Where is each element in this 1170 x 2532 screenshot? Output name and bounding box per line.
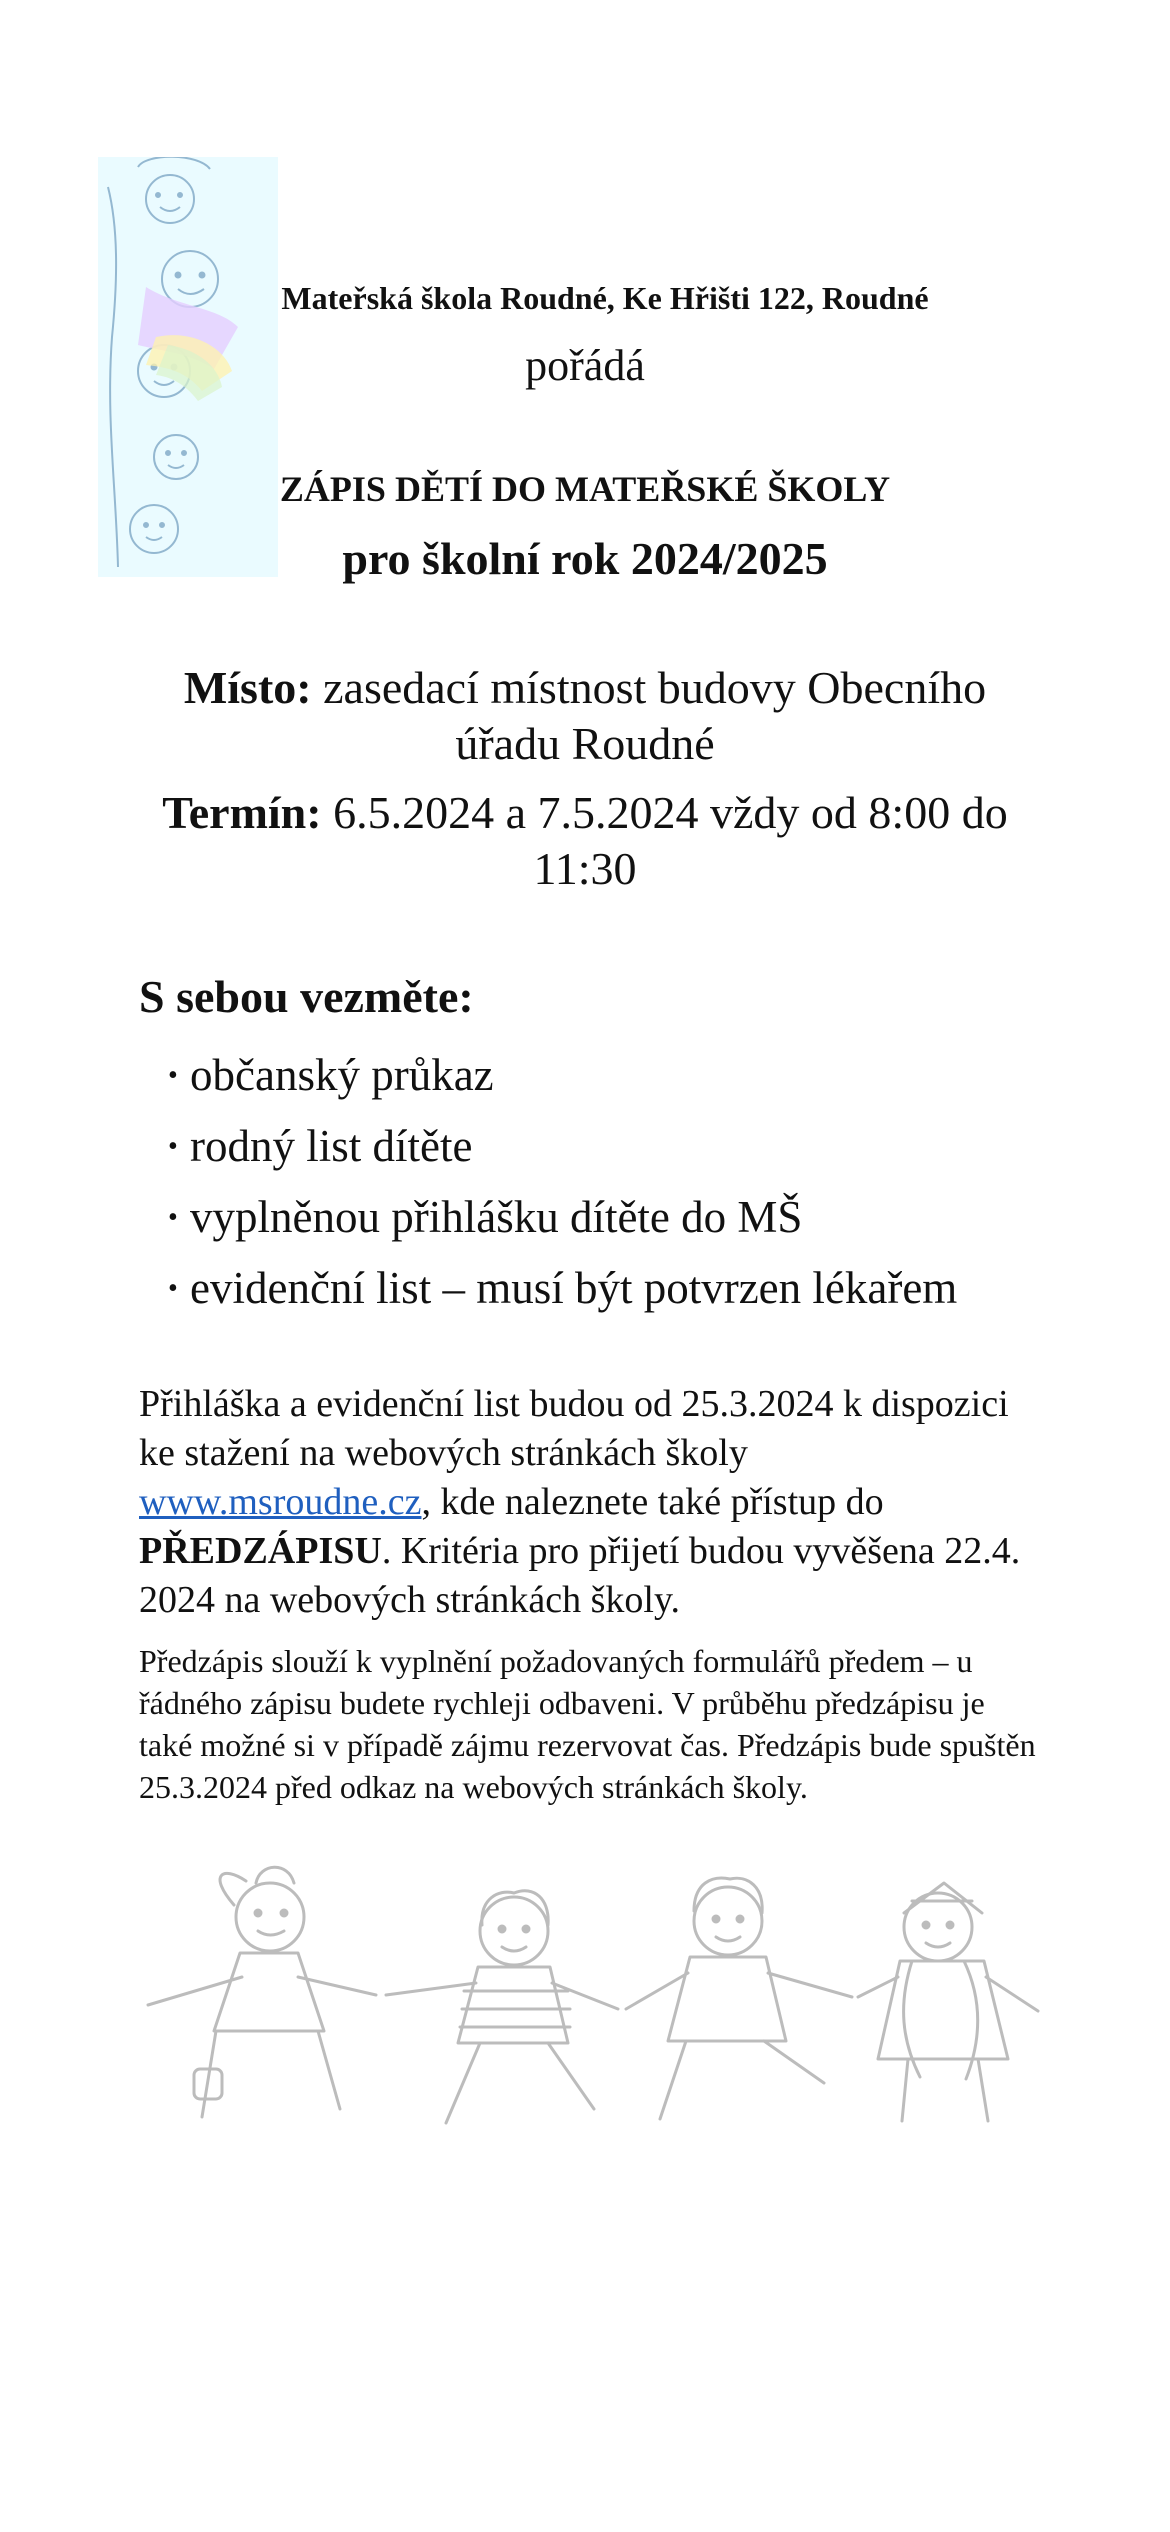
children-holding-hands-illustration-icon bbox=[138, 1865, 1046, 2137]
date-value: 6.5.2024 a 7.5.2024 vždy od 8:00 do 11:30 bbox=[333, 787, 1008, 894]
list-item: • evidenční list – musí být potvrzen lékařem bbox=[168, 1253, 957, 1324]
preregistration-highlight: PŘEDZÁPISU bbox=[139, 1530, 382, 1572]
date-label: Termín: bbox=[162, 787, 322, 838]
page-title: ZÁPIS DĚTÍ DO MATEŘSKÉ ŠKOLY bbox=[279, 469, 891, 509]
place-label: Místo: bbox=[183, 662, 312, 713]
bring-title: S sebou vezměte: bbox=[139, 971, 474, 1022]
list-item: • vyplněnou přihlášku dítěte do MŠ bbox=[168, 1182, 957, 1253]
registration-info bbox=[139, 1380, 1039, 1625]
school-year: pro školní rok 2024/2025 bbox=[342, 533, 828, 584]
info-text-part-3: . Kritéria pro přijetí budou vyvěšena 22.4. 2024 na webových stránkách školy. bbox=[139, 1530, 1021, 1621]
website-link[interactable]: www.msroudne.cz bbox=[139, 1481, 422, 1523]
list-item: • občanský průkaz bbox=[168, 1040, 957, 1111]
organizes-text: pořádá bbox=[525, 341, 645, 390]
info-text-part-1: Přihláška a evidenční list budou od 25.3.2024 k dispozici ke stažení na webových stránkách školy bbox=[139, 1383, 1009, 1474]
list-item: • rodný list dítěte bbox=[168, 1111, 957, 1182]
date-section bbox=[0, 785, 1170, 897]
info-text-part-2: , kde naleznete také přístup do bbox=[421, 1481, 884, 1523]
place-section bbox=[0, 660, 1170, 772]
school-name: Mateřská škola Roudné, Ke Hřišti 122, Roudné bbox=[281, 280, 929, 316]
bring-list bbox=[168, 1040, 957, 1324]
preregistration-note: Předzápis slouží k vyplnění požadovaných formulářů předem – u řádného zápisu budete rychleji odbaveni. V průběhu předzápisu je také možné si v případě zájmu rezervovat čas. Předzápis bude spuštěn 25.3.2024 před odkaz na webových stránkách školy. bbox=[139, 1643, 1036, 1805]
place-value: zasedací místnost budovy Obecního úřadu Roudné bbox=[323, 662, 987, 769]
